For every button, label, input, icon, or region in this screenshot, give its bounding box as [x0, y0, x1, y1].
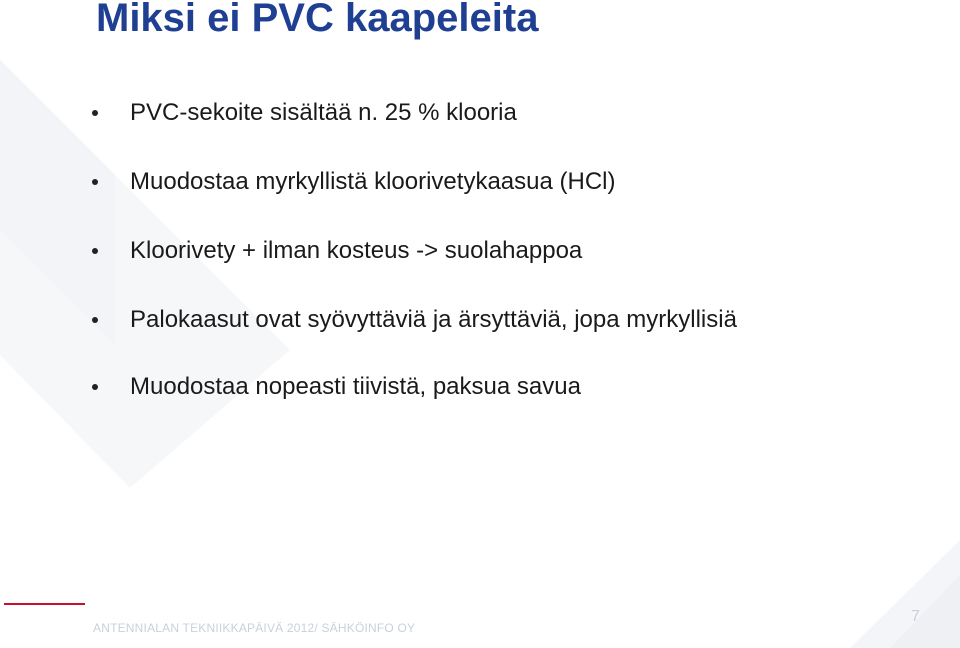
bullet-dot-icon — [92, 384, 98, 390]
bullet-text: Muodostaa myrkyllistä kloorivetykaasua (HCl) — [130, 168, 616, 195]
bullet-item — [92, 304, 737, 336]
footer-text: ANTENNIALAN TEKNIIKKAPÄIVÄ 2012/ SÄHKÖINFO OY — [93, 621, 416, 635]
page-number: 7 — [911, 608, 920, 625]
bullet-text: Muodostaa nopeasti tiivistä, paksua savua — [130, 373, 581, 400]
bullet-item — [92, 166, 615, 198]
slide-title: Miksi ei PVC kaapeleita — [96, 0, 539, 40]
footer-accent-line — [4, 603, 85, 605]
bullet-dot-icon — [92, 110, 98, 116]
bullet-dot-icon — [92, 248, 98, 254]
bullet-dot-icon — [92, 317, 98, 323]
bullet-text: PVC-sekoite sisältää n. 25 % klooria — [130, 99, 517, 126]
bullet-item — [92, 235, 582, 267]
bullet-item — [92, 371, 581, 403]
bullet-text: Kloorivety + ilman kosteus -> suolahappoa — [130, 237, 583, 264]
bullet-item — [92, 97, 517, 129]
bullet-dot-icon — [92, 179, 98, 185]
bullet-text: Palokaasut ovat syövyttäviä ja ärsyttäviä, jopa myrkyllisiä — [130, 306, 737, 333]
